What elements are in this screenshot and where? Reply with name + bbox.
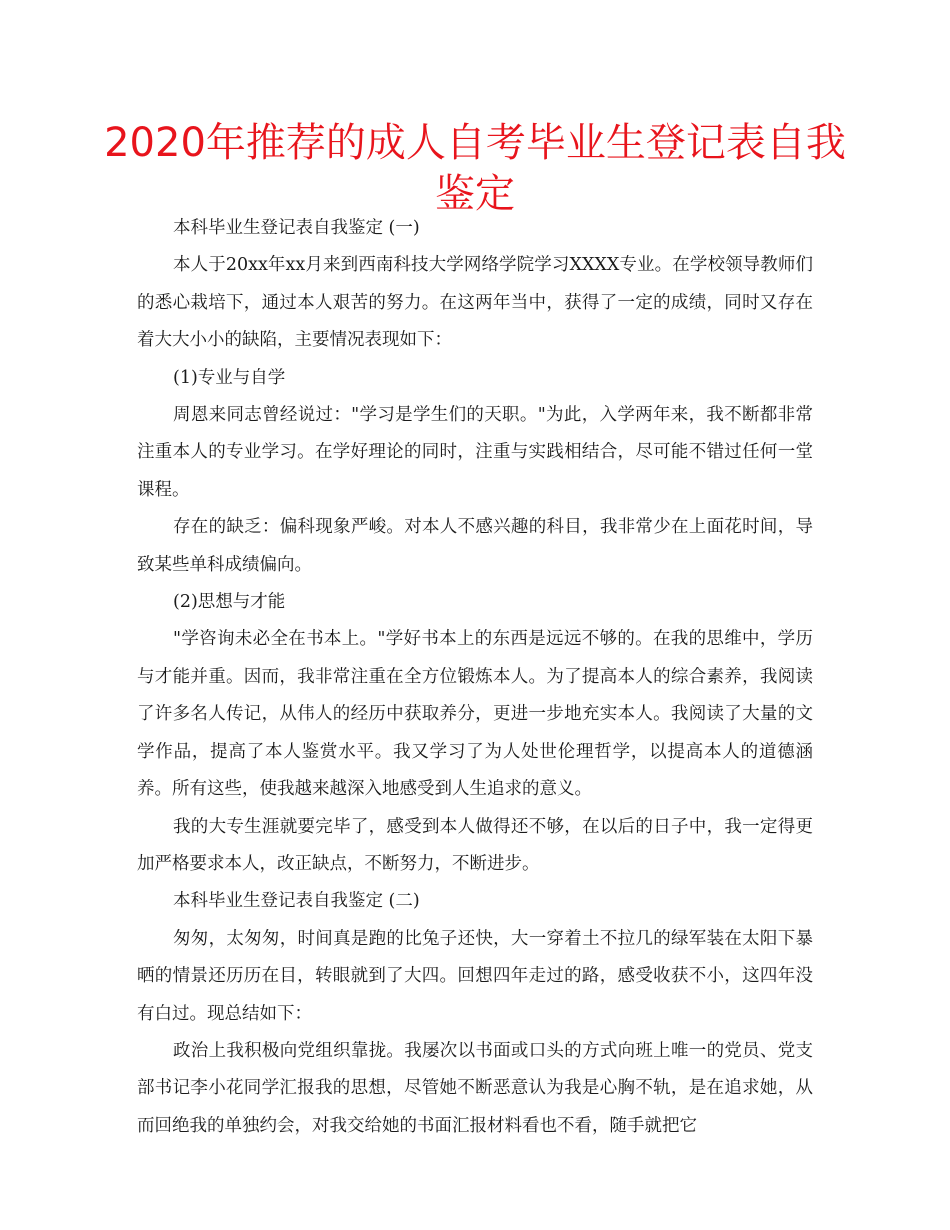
paragraph: 存在的缺乏：偏科现象严峻。对本人不感兴趣的科目，我非常少在上面花时间，导致某些单科成绩偏向。	[137, 517, 813, 575]
paragraph: "学咨询未必全在书本上。"学好书本上的东西是远远不够的。在我的思维中，学历与才能并重。因而，我非常注重在全方位锻炼本人。为了提高本人的综合素养，我阅读了许多名人传记，从伟人的经历中获取养分，更进一步地充实本人。我阅读了大量的文学作品，提高了本人鉴赏水平。我又学习了为人处世伦理哲学，以提高本人的道德涵养。所有这些，使我越来越深入地感受到人生追求的意义。	[137, 629, 813, 800]
document-body	[137, 210, 813, 1145]
paragraph: 本人于20xx年xx月来到西南科技大学网络学院学习XXXX专业。在学校领导教师们的悉心栽培下，通过本人艰苦的努力。在这两年当中，获得了一定的成绩，同时又存在着大大小小的缺陷，主要情况表现如下：	[137, 255, 813, 351]
paragraph: (1)专业与自学	[173, 367, 286, 388]
paragraph: 周恩来同志曾经说过："学习是学生们的天职。"为此，入学两年来，我不断都非常注重本人的专业学习。在学好理论的同时，注重与实践相结合，尽可能不错过任何一堂课程。	[137, 405, 813, 500]
paragraph: 我的大专生涯就要完毕了，感受到本人做得还不够，在以后的日子中，我一定得更加严格要求本人，改正缺点，不断努力，不断进步。	[137, 816, 813, 874]
paragraph: 政治上我积极向党组织靠拢。我屡次以书面或口头的方式向班上唯一的党员、党支部书记李小花同学汇报我的思想，尽管她不断恶意认为我是心胸不轨，是在追求她，从而回绝我的单独约会，对我交给她的书面汇报材料看也不看，随手就把它	[137, 1040, 813, 1136]
paragraph: 本科毕业生登记表自我鉴定 (一)	[173, 218, 420, 238]
paragraph: (2)思想与才能	[173, 592, 286, 613]
document-title: 2020年推荐的成人自考毕业生登记表自我鉴定	[104, 120, 846, 217]
paragraph: 匆匆，太匆匆，时间真是跑的比兔子还快，大一穿着土不拉几的绿军装在太阳下暴晒的情景还历历在目，转眼就到了大四。回想四年走过的路，感受收获不小，这四年没有白过。现总结如下：	[137, 928, 813, 1024]
paragraph: 本科毕业生登记表自我鉴定 (二)	[173, 891, 420, 912]
